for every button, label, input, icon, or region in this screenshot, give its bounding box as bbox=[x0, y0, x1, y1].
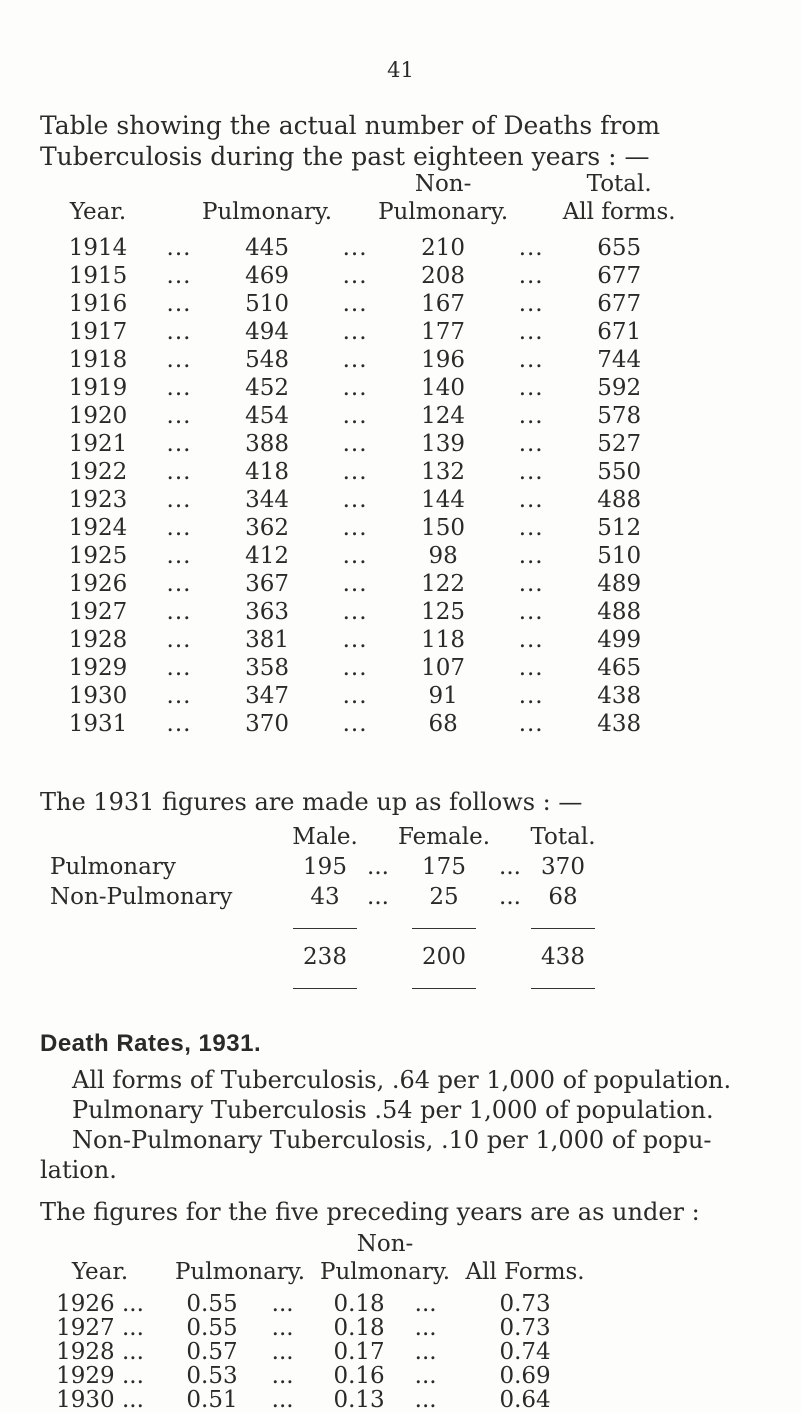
header-male: Male. bbox=[292, 824, 358, 850]
breakdown-row-non-pulmonary: Non-Pulmonary 43 ... 25 ... 68 bbox=[50, 884, 578, 910]
total-cell: 677 bbox=[597, 263, 642, 289]
pulmonary-cell: 344 bbox=[245, 487, 289, 513]
year-cell: 1925 bbox=[68, 543, 128, 569]
year-cell: 1914 bbox=[68, 235, 128, 261]
five-years-header-row bbox=[40, 1230, 600, 1286]
leader-dots: ... bbox=[166, 431, 192, 457]
leader-dots: ... bbox=[518, 515, 544, 541]
leader-dots: ... bbox=[342, 319, 368, 345]
leader-dots: ... bbox=[414, 1291, 437, 1317]
leader-dots: ... bbox=[342, 487, 368, 513]
non-pulmonary-cell: 91 bbox=[428, 683, 458, 709]
five-years-text: The figures for the five preceding years are as under : bbox=[40, 1198, 700, 1226]
leader-dots: ... bbox=[518, 291, 544, 317]
year-cell: 1926 bbox=[68, 571, 128, 597]
non-pulmonary-cell: 68 bbox=[428, 711, 458, 737]
pulmonary-cell: 445 bbox=[245, 235, 289, 261]
leader-dots: ... bbox=[342, 543, 368, 569]
non-pulmonary-cell: 118 bbox=[421, 627, 466, 653]
death-rates-heading: Death Rates, 1931. bbox=[40, 1030, 262, 1057]
intro-paragraph bbox=[40, 110, 760, 172]
pulmonary-cell: 452 bbox=[245, 375, 289, 401]
table-row bbox=[40, 654, 684, 682]
leader-dots: ... bbox=[166, 319, 192, 345]
leader-dots: ... bbox=[166, 403, 192, 429]
rule-line bbox=[293, 928, 357, 929]
all-forms-cell: 0.73 bbox=[499, 1291, 551, 1317]
non-pulmonary-cell: 196 bbox=[421, 347, 466, 373]
pulmonary-cell: 347 bbox=[245, 683, 289, 709]
leader-dots: ... bbox=[414, 1363, 437, 1389]
table-row bbox=[40, 1364, 600, 1388]
breakdown-totals-row: 238 200 438 bbox=[303, 944, 585, 970]
total-cell: 744 bbox=[597, 347, 642, 373]
leader-dots: ... bbox=[342, 655, 368, 681]
year-cell: 1931 bbox=[68, 711, 128, 737]
table-row bbox=[40, 598, 684, 626]
table-row bbox=[40, 1292, 600, 1316]
table-row bbox=[40, 318, 684, 346]
leader-dots: ... bbox=[518, 571, 544, 597]
table-row bbox=[40, 346, 684, 374]
pulmonary-cell: 367 bbox=[245, 571, 289, 597]
year-cell: 1930 ... bbox=[56, 1387, 144, 1413]
breakdown-header-row bbox=[50, 822, 598, 852]
header-pulmonary: Pulmonary. bbox=[202, 199, 333, 225]
rule-row-top bbox=[50, 912, 598, 942]
non-pulmonary-cell: 144 bbox=[421, 487, 466, 513]
pulmonary-cell: 0.51 ... bbox=[186, 1387, 294, 1413]
leader-dots: ... bbox=[121, 1291, 144, 1317]
leader-dots: ... bbox=[166, 711, 192, 737]
year-cell: 1915 bbox=[68, 263, 128, 289]
year-cell: 1924 bbox=[68, 515, 128, 541]
leader-dots: ... bbox=[166, 515, 192, 541]
leader-dots: ... bbox=[121, 1339, 144, 1365]
table-row bbox=[40, 486, 684, 514]
year-cell: 1921 bbox=[68, 431, 128, 457]
table-row bbox=[40, 626, 684, 654]
leader-dots: ... bbox=[342, 599, 368, 625]
leader-dots: ... bbox=[518, 459, 544, 485]
total-cell: 550 bbox=[597, 459, 642, 485]
non-pulmonary-cell: 210 bbox=[421, 235, 466, 261]
leader-dots: ... bbox=[414, 1339, 437, 1365]
header-pulmonary: Pulmonary. bbox=[174, 1259, 306, 1285]
leader-dots: ... bbox=[342, 627, 368, 653]
total-cell: 655 bbox=[597, 235, 642, 261]
pulmonary-cell: 510 bbox=[245, 291, 289, 317]
non-pulmonary-cell: 125 bbox=[421, 599, 466, 625]
breakdown-table bbox=[50, 822, 598, 1002]
death-rate-line-3: Non-Pulmonary Tuberculosis, .10 per 1,000 of popu- bbox=[72, 1126, 712, 1154]
year-cell: 1928 ... bbox=[56, 1339, 144, 1365]
leader-dots: ... bbox=[166, 683, 192, 709]
leader-dots: ... bbox=[166, 571, 192, 597]
pulmonary-cell: 0.53 ... bbox=[186, 1363, 294, 1389]
pulmonary-cell: 381 bbox=[245, 627, 289, 653]
table-row bbox=[40, 1388, 600, 1412]
leader-dots: ... bbox=[121, 1387, 144, 1413]
total-cell: 510 bbox=[597, 543, 642, 569]
table-row bbox=[40, 570, 684, 598]
death-rate-line-1: All forms of Tuberculosis, .64 per 1,000 of population. bbox=[72, 1066, 732, 1094]
leader-dots: ... bbox=[342, 403, 368, 429]
pulmonary-cell: 358 bbox=[245, 655, 289, 681]
intro-line-1: Table showing the actual number of Deaths from bbox=[40, 111, 661, 140]
header-total: Total. bbox=[530, 824, 596, 850]
table-row bbox=[40, 374, 684, 402]
pulmonary-cell: 0.55 ... bbox=[186, 1291, 294, 1317]
leader-dots: ... bbox=[518, 263, 544, 289]
leader-dots: ... bbox=[518, 683, 544, 709]
non-pulmonary-cell: 177 bbox=[421, 319, 466, 345]
leader-dots: ... bbox=[166, 263, 192, 289]
non-pulmonary-cell: 139 bbox=[421, 431, 466, 457]
pulmonary-cell: 0.57 ... bbox=[186, 1339, 294, 1365]
year-cell: 1923 bbox=[68, 487, 128, 513]
leader-dots: ... bbox=[166, 235, 192, 261]
header-female: Female. bbox=[397, 824, 491, 850]
total-cell: 578 bbox=[597, 403, 642, 429]
header-all-forms: All Forms. bbox=[465, 1259, 585, 1285]
header-year: Year. bbox=[71, 1259, 129, 1285]
leader-dots: ... bbox=[342, 375, 368, 401]
pulmonary-cell: 494 bbox=[245, 319, 289, 345]
non-pulmonary-cell: 0.17 ... bbox=[333, 1339, 437, 1365]
leader-dots: ... bbox=[121, 1315, 144, 1341]
pulmonary-cell: 469 bbox=[245, 263, 289, 289]
non-pulmonary-cell: 0.13 ... bbox=[333, 1387, 437, 1413]
table-row bbox=[40, 542, 684, 570]
leader-dots: ... bbox=[414, 1387, 437, 1413]
breakdown-row-pulmonary: Pulmonary 195 ... 175 ... 370 bbox=[50, 854, 585, 880]
leader-dots: ... bbox=[121, 1363, 144, 1389]
non-pulmonary-cell: 0.18 ... bbox=[333, 1315, 437, 1341]
death-rate-line-2: Pulmonary Tuberculosis .54 per 1,000 of population. bbox=[72, 1096, 714, 1124]
rule-line bbox=[293, 988, 357, 989]
non-pulmonary-cell: 132 bbox=[421, 459, 466, 485]
leader-dots: ... bbox=[166, 375, 192, 401]
total-cell: 488 bbox=[597, 487, 642, 513]
year-cell: 1929 ... bbox=[56, 1363, 144, 1389]
leader-dots: ... bbox=[342, 683, 368, 709]
leader-dots: ... bbox=[342, 459, 368, 485]
year-cell: 1916 bbox=[68, 291, 128, 317]
leader-dots: ... bbox=[518, 375, 544, 401]
total-cell: 527 bbox=[597, 431, 642, 457]
leader-dots: ... bbox=[271, 1387, 294, 1413]
table-row bbox=[40, 710, 684, 738]
leader-dots: ... bbox=[518, 319, 544, 345]
rule-line bbox=[531, 928, 595, 929]
made-up-text: The 1931 figures are made up as follows : — bbox=[40, 788, 583, 816]
leader-dots: ... bbox=[166, 627, 192, 653]
leader-dots: ... bbox=[342, 571, 368, 597]
total-cell: 488 bbox=[597, 599, 642, 625]
year-cell: 1928 bbox=[68, 627, 128, 653]
leader-dots: ... bbox=[342, 711, 368, 737]
leader-dots: ... bbox=[342, 235, 368, 261]
leader-dots: ... bbox=[166, 599, 192, 625]
leader-dots: ... bbox=[518, 431, 544, 457]
non-pulmonary-cell: 124 bbox=[421, 403, 466, 429]
header-total: Total. All forms. bbox=[562, 171, 676, 225]
page-number: 41 bbox=[387, 58, 414, 82]
pulmonary-cell: 548 bbox=[245, 347, 289, 373]
all-forms-cell: 0.73 bbox=[499, 1315, 551, 1341]
leader-dots: ... bbox=[342, 347, 368, 373]
leader-dots: ... bbox=[518, 347, 544, 373]
year-cell: 1927 ... bbox=[56, 1315, 144, 1341]
header-year: Year. bbox=[69, 199, 127, 225]
leader-dots: ... bbox=[518, 487, 544, 513]
deaths-table-header-row bbox=[40, 170, 684, 226]
leader-dots: ... bbox=[342, 291, 368, 317]
death-rate-line-4: lation. bbox=[40, 1156, 117, 1184]
non-pulmonary-cell: 0.16 ... bbox=[333, 1363, 437, 1389]
table-row bbox=[40, 402, 684, 430]
leader-dots: ... bbox=[518, 711, 544, 737]
intro-line-2: Tuberculosis during the past eighteen years : — bbox=[40, 142, 650, 171]
non-pulmonary-cell: 122 bbox=[421, 571, 466, 597]
pulmonary-cell: 363 bbox=[245, 599, 289, 625]
five-years-table bbox=[40, 1230, 600, 1412]
pulmonary-cell: 362 bbox=[245, 515, 289, 541]
rule-row-bottom bbox=[50, 972, 598, 1002]
total-cell: 499 bbox=[597, 627, 642, 653]
rule-line bbox=[531, 988, 595, 989]
header-non-pulmonary: Non- Pulmonary. bbox=[378, 171, 509, 225]
leader-dots: ... bbox=[166, 459, 192, 485]
leader-dots: ... bbox=[271, 1291, 294, 1317]
leader-dots: ... bbox=[518, 543, 544, 569]
table-row bbox=[40, 458, 684, 486]
table-row bbox=[40, 234, 684, 262]
year-cell: 1927 bbox=[68, 599, 128, 625]
leader-dots: ... bbox=[271, 1363, 294, 1389]
leader-dots: ... bbox=[271, 1315, 294, 1341]
all-forms-cell: 0.74 bbox=[499, 1339, 551, 1365]
pulmonary-cell: 418 bbox=[245, 459, 289, 485]
non-pulmonary-cell: 98 bbox=[428, 543, 458, 569]
total-cell: 489 bbox=[597, 571, 642, 597]
rule-line bbox=[412, 928, 476, 929]
total-cell: 438 bbox=[597, 683, 642, 709]
pulmonary-cell: 454 bbox=[245, 403, 289, 429]
year-cell: 1922 bbox=[68, 459, 128, 485]
all-forms-cell: 0.69 bbox=[499, 1363, 551, 1389]
non-pulmonary-cell: 167 bbox=[421, 291, 466, 317]
total-cell: 677 bbox=[597, 291, 642, 317]
rule-line bbox=[412, 988, 476, 989]
leader-dots: ... bbox=[166, 487, 192, 513]
total-cell: 465 bbox=[597, 655, 642, 681]
table-row bbox=[40, 1316, 600, 1340]
non-pulmonary-cell: 150 bbox=[421, 515, 466, 541]
year-cell: 1926 ... bbox=[56, 1291, 144, 1317]
non-pulmonary-cell: 107 bbox=[421, 655, 466, 681]
year-cell: 1917 bbox=[68, 319, 128, 345]
leader-dots: ... bbox=[342, 431, 368, 457]
total-cell: 671 bbox=[597, 319, 642, 345]
table-row bbox=[40, 262, 684, 290]
table-row bbox=[40, 290, 684, 318]
year-cell: 1920 bbox=[68, 403, 128, 429]
leader-dots: ... bbox=[166, 347, 192, 373]
leader-dots: ... bbox=[518, 655, 544, 681]
non-pulmonary-cell: 208 bbox=[421, 263, 466, 289]
leader-dots: ... bbox=[271, 1339, 294, 1365]
total-cell: 512 bbox=[597, 515, 642, 541]
header-non-pulmonary: Non- Pulmonary. bbox=[320, 1231, 451, 1285]
leader-dots: ... bbox=[342, 515, 368, 541]
pulmonary-cell: 412 bbox=[245, 543, 289, 569]
year-cell: 1919 bbox=[68, 375, 128, 401]
table-row bbox=[40, 682, 684, 710]
year-cell: 1930 bbox=[68, 683, 128, 709]
leader-dots: ... bbox=[166, 543, 192, 569]
year-cell: 1918 bbox=[68, 347, 128, 373]
leader-dots: ... bbox=[518, 235, 544, 261]
pulmonary-cell: 0.55 ... bbox=[186, 1315, 294, 1341]
table-row bbox=[40, 514, 684, 542]
pulmonary-cell: 388 bbox=[245, 431, 289, 457]
leader-dots: ... bbox=[166, 291, 192, 317]
non-pulmonary-cell: 0.18 ... bbox=[333, 1291, 437, 1317]
table-row bbox=[40, 430, 684, 458]
leader-dots: ... bbox=[518, 627, 544, 653]
table-row bbox=[40, 1340, 600, 1364]
leader-dots: ... bbox=[342, 263, 368, 289]
leader-dots: ... bbox=[166, 655, 192, 681]
leader-dots: ... bbox=[518, 403, 544, 429]
total-cell: 592 bbox=[597, 375, 642, 401]
pulmonary-cell: 370 bbox=[245, 711, 289, 737]
total-cell: 438 bbox=[597, 711, 642, 737]
deaths-table bbox=[40, 170, 684, 738]
year-cell: 1929 bbox=[68, 655, 128, 681]
non-pulmonary-cell: 140 bbox=[421, 375, 466, 401]
leader-dots: ... bbox=[518, 599, 544, 625]
death-rates-paragraph bbox=[40, 1065, 775, 1185]
leader-dots: ... bbox=[414, 1315, 437, 1341]
all-forms-cell: 0.64 bbox=[499, 1387, 551, 1413]
